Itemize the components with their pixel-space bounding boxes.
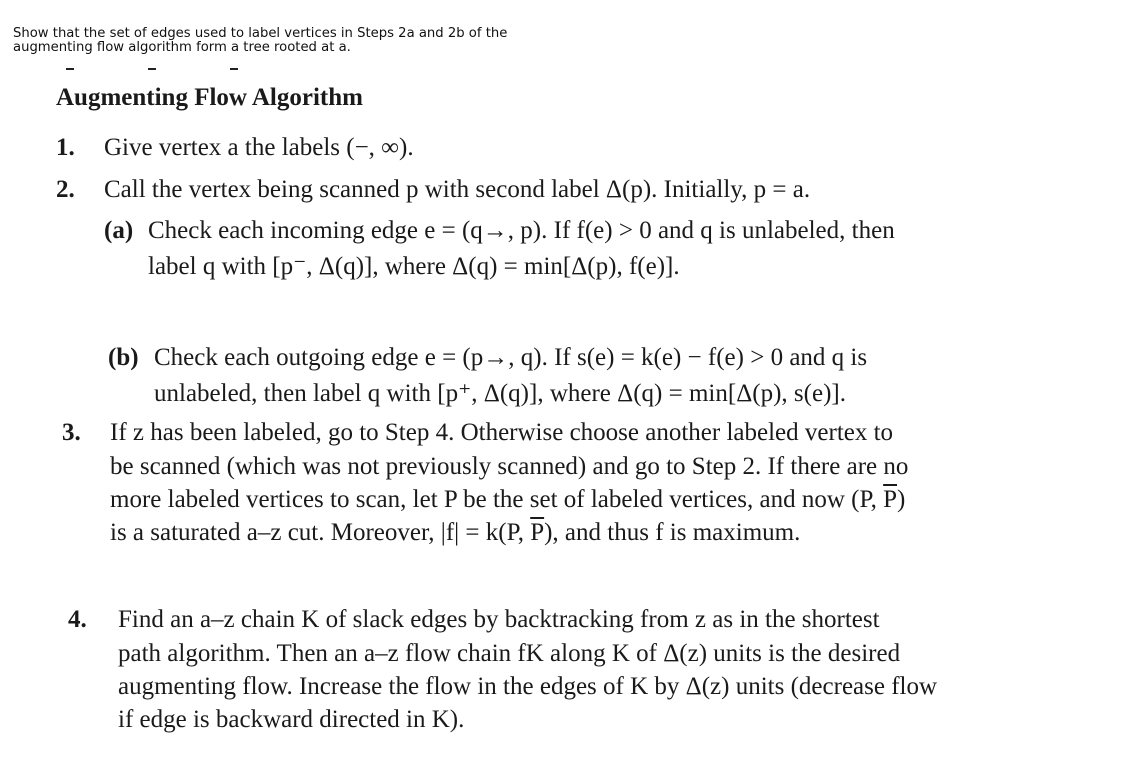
step-2a-label: (a) [104, 217, 134, 244]
step-2b-label: (b) [108, 344, 139, 371]
step-3-line-4 [110, 519, 800, 547]
complement-p: $\overline{P}$ [530, 519, 545, 546]
question-line-1: Show that the set of edges used to label vertices in Steps 2a and 2b of the [13, 26, 508, 41]
step-1-text: Give vertex a the labels (−, ∞). [104, 134, 414, 161]
step-4-line-4: if edge is backward directed in K). [118, 706, 465, 733]
step-3-line-1: If z has been labeled, go to Step 4. Otherwise choose another labeled vertex to [110, 419, 894, 446]
step-2b-line-2: unlabeled, then label q with [p⁺, Δ(q)], where Δ(q) = min[Δ(p), s(e)]. [154, 380, 846, 407]
step-1-number: 1. [56, 134, 75, 161]
step-4-number: 4. [68, 606, 87, 633]
divider-dash [66, 68, 74, 70]
step-4-line-1: Find an a–z chain K of slack edges by backtracking from z as in the shortest [118, 606, 880, 633]
step-3-line-3-text: more labeled vertices to scan, let P be the set of labeled vertices, and now (P, [110, 486, 884, 513]
divider-dash [148, 68, 156, 70]
step-3-line-4-end: ), and thus f is maximum. [544, 519, 801, 546]
divider-dash [230, 68, 238, 70]
complement-p: $\overline{P}$ [883, 486, 898, 513]
step-4-line-2: path algorithm. Then an a–z flow chain fK along K of Δ(z) units is the desired [118, 640, 901, 667]
question-line-2: augmenting flow algorithm form a tree rooted at a. [13, 40, 351, 55]
question-text [13, 27, 573, 55]
step-2a-line-2: label q with [p⁻, Δ(q)], where Δ(q) = min[Δ(p), f(e)]. [148, 253, 680, 280]
step-2-text: Call the vertex being scanned p with second label Δ(p). Initially, p = a. [104, 176, 811, 203]
algorithm-title: Augmenting Flow Algorithm [56, 84, 363, 111]
cropped-divider [0, 64, 300, 74]
step-4-line-3: augmenting flow. Increase the flow in the edges of K by Δ(z) units (decrease flow [118, 673, 938, 700]
step-2-number: 2. [56, 176, 75, 203]
step-3-line-3-end: ) [897, 486, 906, 513]
step-3-line-2: be scanned (which was not previously scanned) and go to Step 2. If there are no [110, 453, 909, 480]
step-3-number: 3. [62, 419, 81, 446]
step-2b-line-1: Check each outgoing edge e = (p→, q). If s(e) = k(e) − f(e) > 0 and q is [154, 344, 868, 371]
step-3-line-4-text: is a saturated a–z cut. Moreover, |f| = k(P, [110, 519, 531, 546]
step-3-line-3 [110, 486, 905, 514]
step-2a-line-1: Check each incoming edge e = (q→, p). If f(e) > 0 and q is unlabeled, then [148, 217, 895, 244]
